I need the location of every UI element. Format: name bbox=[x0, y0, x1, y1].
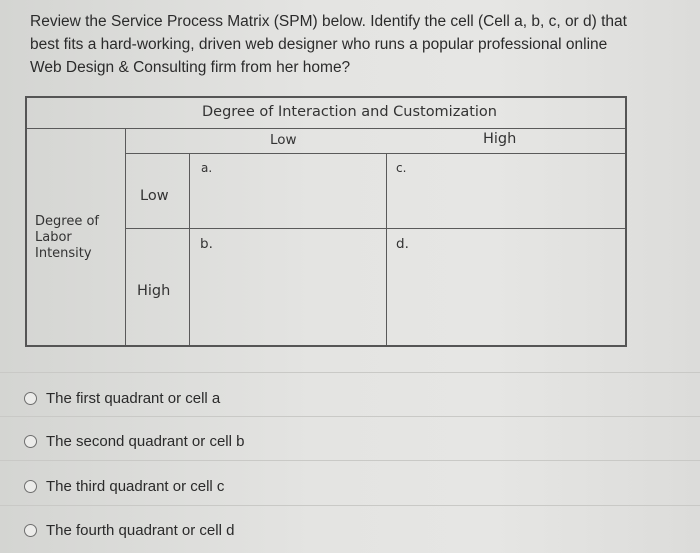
option-divider bbox=[0, 460, 700, 461]
answer-option-b[interactable] bbox=[24, 430, 244, 452]
matrix-divider bbox=[125, 128, 126, 345]
row-low-label: Low bbox=[140, 188, 169, 204]
answer-option-label: The first quadrant or cell a bbox=[46, 389, 221, 407]
row-header: Degree of Labor Intensity bbox=[35, 214, 99, 261]
question-line-3: Web Design & Consulting firm from her home? bbox=[30, 59, 351, 76]
cell-c-label: c. bbox=[396, 161, 407, 175]
answer-option-d[interactable] bbox=[24, 519, 234, 541]
matrix-divider bbox=[27, 128, 625, 129]
cell-b-label: b. bbox=[200, 236, 213, 252]
answer-option-label: The third quadrant or cell c bbox=[46, 477, 225, 495]
answer-option-label: The second quadrant or cell b bbox=[46, 432, 245, 450]
option-divider bbox=[0, 372, 700, 373]
column-header: Degree of Interaction and Customization bbox=[202, 104, 497, 120]
option-divider bbox=[0, 416, 700, 417]
row-high-label: High bbox=[137, 283, 171, 299]
service-process-matrix bbox=[25, 96, 627, 347]
answer-option-a[interactable] bbox=[24, 387, 220, 409]
cell-a-label: a. bbox=[201, 161, 213, 175]
question-line-1: Review the Service Process Matrix (SPM) below. Identify the cell (Cell a, b, c, or d) that bbox=[30, 13, 627, 30]
option-divider bbox=[0, 505, 700, 506]
question-text bbox=[30, 10, 690, 79]
matrix-divider bbox=[126, 228, 625, 229]
radio-button[interactable] bbox=[24, 392, 37, 405]
radio-button[interactable] bbox=[24, 480, 37, 493]
matrix-divider bbox=[386, 153, 387, 345]
radio-button[interactable] bbox=[24, 435, 37, 448]
answer-option-c[interactable] bbox=[24, 475, 224, 497]
matrix-divider bbox=[126, 153, 625, 154]
column-low-label: Low bbox=[270, 132, 297, 148]
cell-d-label: d. bbox=[396, 236, 409, 252]
question-line-2: best fits a hard-working, driven web designer who runs a popular professional online bbox=[30, 36, 608, 53]
answer-option-label: The fourth quadrant or cell d bbox=[46, 521, 235, 539]
radio-button[interactable] bbox=[24, 524, 37, 537]
column-high-label: High bbox=[483, 131, 517, 147]
matrix-divider bbox=[189, 153, 190, 345]
